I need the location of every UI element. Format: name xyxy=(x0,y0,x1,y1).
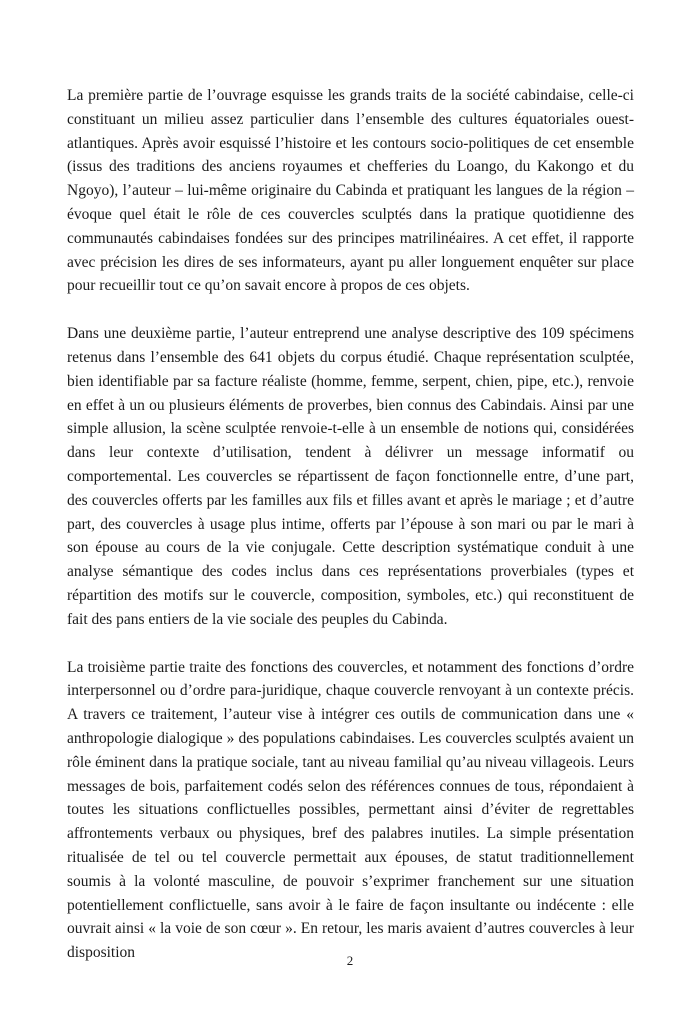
paragraph-2: Dans une deuxième partie, l’auteur entreprend une analyse descriptive des 109 spécimens retenus dans l’ensemble des 641 objets du corpus étudié. Chaque représentation sculptée, bien identifiable par sa facture réaliste (homme, femme, serpent, chien, pipe, etc.), renvoie en effet à un ou plusieurs éléments de proverbes, bien connus des Cabindais. Ainsi par une simple allusion, la scène sculptée renvoie-t-elle à un ensemble de notions qui, considérées dans leur contexte d’utilisation, tendent à délivrer un message informatif ou comportemental. Les couvercles se répartissent de façon fonctionnelle entre, d’une part, des couvercles offerts par les familles aux fils et filles avant et après le mariage ; et d’autre part, des couvercles à usage plus intime, offerts par l’épouse à son mari ou par le mari à son épouse au cours de la vie conjugale. Cette description systématique conduit à une analyse sémantique des codes inclus dans ces représentations proverbiales (types et répartition des motifs sur le couvercle, composition, symboles, etc.) qui reconstituent de fait des pans entiers de la vie sociale des peuples du Cabinda. xyxy=(67,325,634,628)
paragraph-3: La troisième partie traite des fonctions des couvercles, et notamment des fonctions d’ordre interpersonnel ou d’ordre para-juridique, chaque couvercle renvoyant à un contexte précis. A travers ce traitement, l’auteur vise à intégrer ces outils de communication dans une « anthropologie dialogique » des populations cabindaises. Les couvercles sculptés avaient un rôle éminent dans la pratique sociale, tant au niveau familial qu’au niveau villageois. Leurs messages de bois, parfaitement codés selon des références connues de tous, répondaient à toutes les situations conflictuelles possibles, permettant ainsi d’éviter de regrettables affrontements verbaux ou physiques, bref des palabres inutiles. La simple présentation ritualisée de tel ou tel couvercle permettait aux épouses, de statut traditionnellement soumis à la volonté masculine, de pouvoir s’exprimer franchement sur une situation potentiellement conflictuelle, sans avoir à le faire de façon insultante ou indécente : elle ouvrait ainsi « la voie de son cœur ». En retour, les maris avaient d’autres couvercles à leur disposition xyxy=(67,658,634,962)
page-number: 2 xyxy=(346,953,354,968)
body-text xyxy=(67,84,634,989)
paragraph-1: La première partie de l’ouvrage esquisse les grands traits de la société cabindaise, celle-ci constituant un milieu assez particulier dans l’ensemble des cultures équatoriales ouest-atlantiques. Après avoir esquissé l’histoire et les contours socio-politiques de cet ensemble (issus des traditions des anciens royaumes et chefferies du Loango, du Kakongo et du Ngoyo), l’auteur – lui-même originaire du Cabinda et pratiquant les langues de la région – évoque quel était le rôle de ces couvercles sculptés dans la pratique quotidienne des communautés cabindaises fondées sur des principes matrilinéaires. A cet effet, il rapporte avec précision les dires de ses informateurs, ayant pu aller longuement enquêter sur place pour recueillir tout ce qu’on savait encore à propos de ces objets. xyxy=(67,87,634,295)
